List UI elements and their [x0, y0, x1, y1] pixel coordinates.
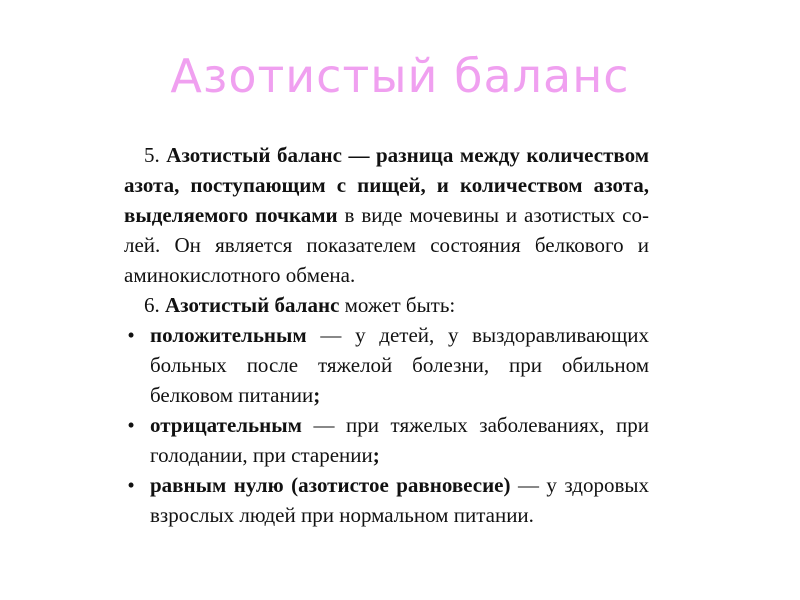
definition-text: в виде мочевины и азотистых солей. Он является показателем состояния белкового и аминокислотного обмена.	[124, 203, 649, 287]
list-item-term: отрицательным	[150, 413, 302, 437]
list-item-term: равным нулю (азотистое равновесие)	[150, 473, 511, 497]
list-item-term: положительным	[150, 323, 307, 347]
list-item-tail: ;	[372, 443, 380, 467]
definition-bold: Азотистый баланс — разница между количеством азота, поступающим с пищей, и количеством азота, выделяемого почками	[124, 143, 650, 227]
list-item	[124, 320, 649, 410]
paragraph-6	[124, 290, 649, 320]
paragraph-number: 5.	[144, 143, 160, 167]
list-item	[124, 470, 649, 530]
list-item-text: — у детей, у выздоравливающих больных после тяжелой болезни, при обильном белковом питании	[150, 323, 649, 407]
list-item	[124, 410, 649, 470]
slide-title: Азотистый баланс	[170, 49, 630, 103]
balance-types-list	[124, 320, 649, 530]
paragraph-number: 6.	[144, 293, 160, 317]
list-item-text: — при тяжелых заболеваниях, при голодании, при старении	[150, 413, 649, 467]
list-item-text: — у здоровых взрослых людей при нормальном питании.	[150, 473, 649, 527]
bullet-icon: •	[127, 413, 135, 437]
term-text: может быть:	[339, 293, 456, 317]
term-bold: Азотистый баланс	[165, 293, 340, 317]
list-item-tail: ;	[313, 383, 321, 407]
bullet-icon: •	[127, 323, 135, 347]
paragraph-5	[124, 140, 649, 290]
bullet-icon: •	[127, 473, 135, 497]
slide-body	[124, 140, 649, 530]
